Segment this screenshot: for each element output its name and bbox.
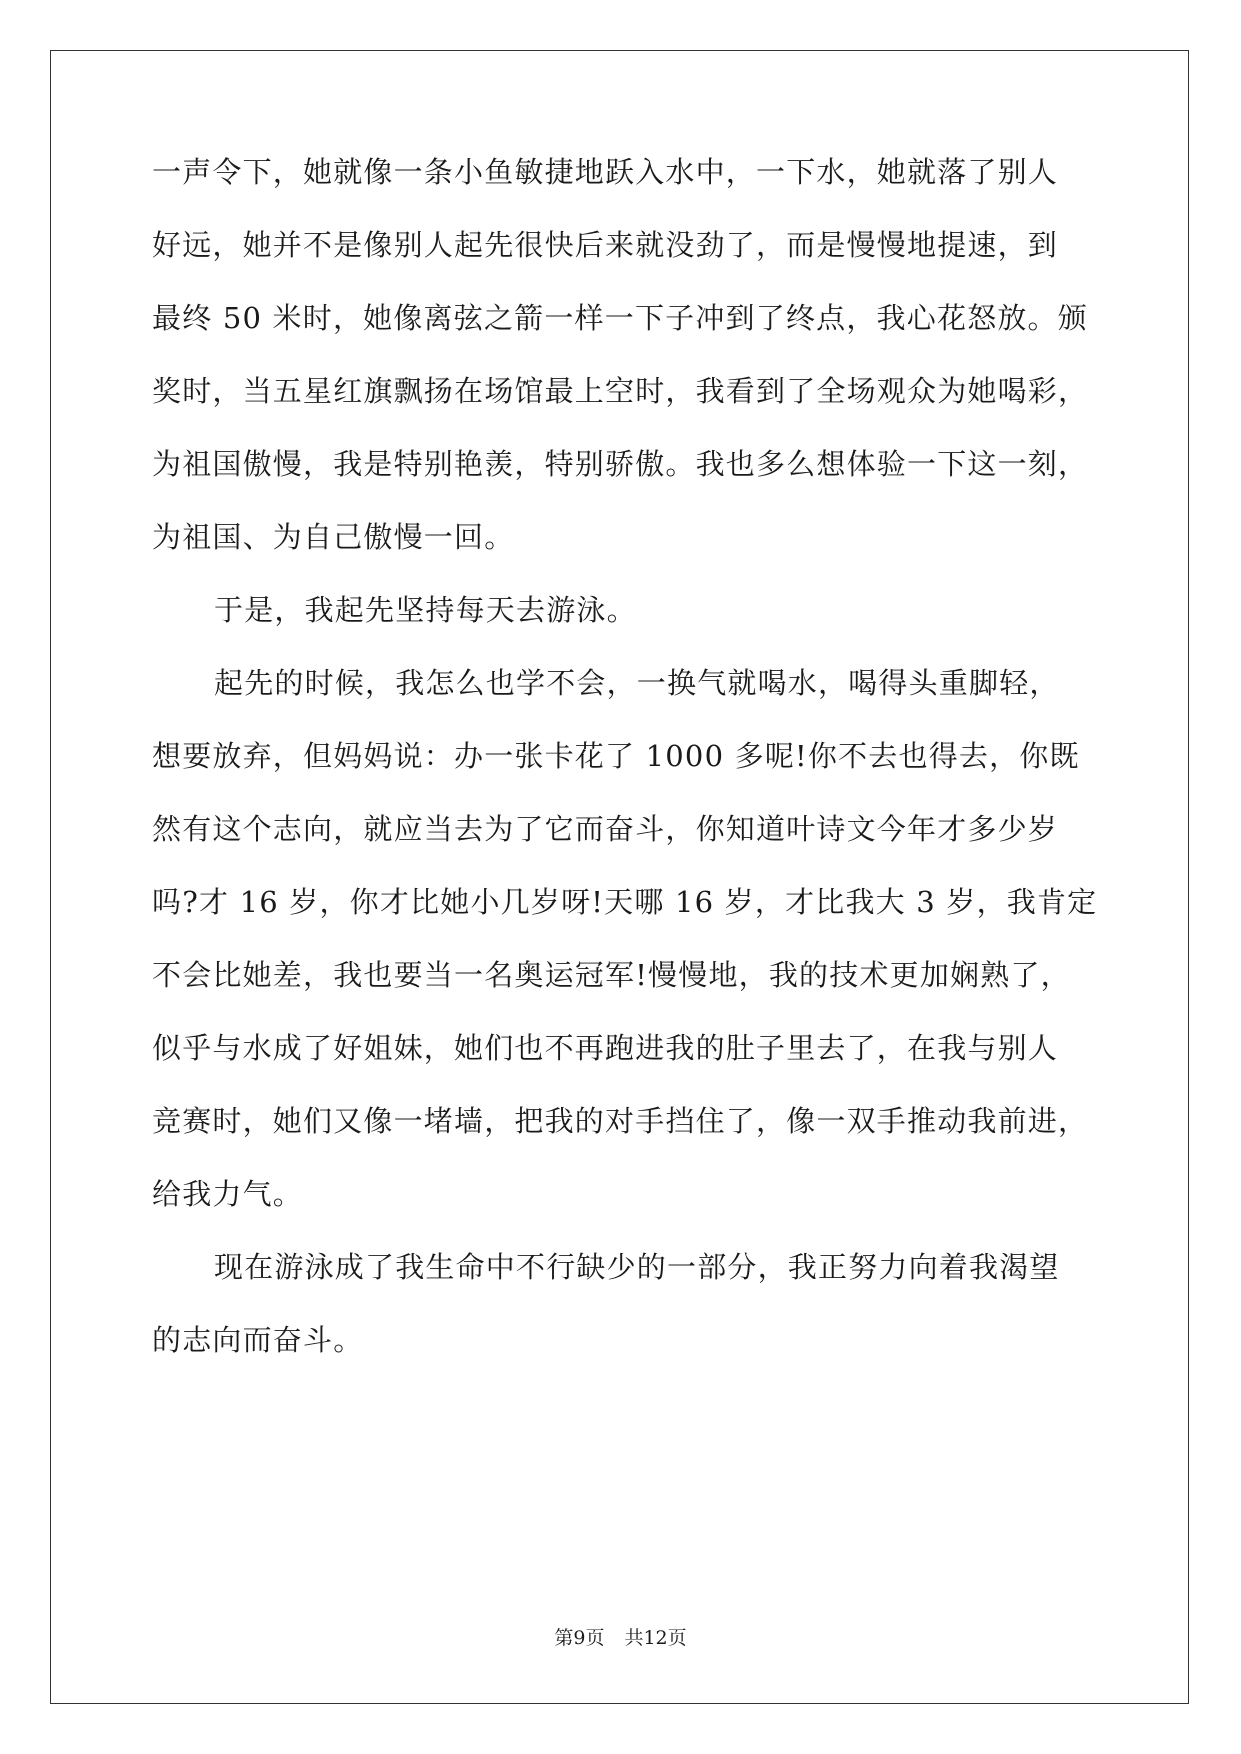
page-total: 共12页 <box>624 1627 687 1649</box>
paragraph-start-line: 现在游泳成了我生命中不行缺少的一部分，我正努力向着我渴望 <box>214 1250 1060 1284</box>
text-line: 给我力气。 <box>152 1177 304 1211</box>
page-number: 第9页 <box>554 1627 605 1649</box>
text-line: 不会比她差，我也要当一名奥运冠军!慢慢地，我的技术更加娴熟了， <box>152 958 1071 992</box>
text-line: 的志向而奋斗。 <box>152 1323 364 1357</box>
text-line: 想要放弃，但妈妈说：办一张卡花了 1000 多呢!你不去也得去，你既 <box>152 739 1080 773</box>
text-line: 好远，她并不是像别人起先很快后来就没劲了，而是慢慢地提速，到 <box>152 228 1059 262</box>
text-line: 奖时，当五星红旗飘扬在场馆最上空时，我看到了全场观众为她喝彩， <box>152 374 1089 408</box>
paragraph-start-line: 于是，我起先坚持每天去游泳。 <box>214 593 637 627</box>
text-line: 然有这个志向，就应当去为了它而奋斗，你知道叶诗文今年才多少岁 <box>152 812 1059 846</box>
text-line: 吗?才 16 岁，你才比她小几岁呀!天哪 16 岁，才比我大 3 岁，我肯定 <box>152 885 1098 919</box>
text-line: 为祖国傲慢，我是特别艳羡，特别骄傲。我也多么想体验一下这一刻， <box>152 447 1089 481</box>
text-line: 一声令下，她就像一条小鱼敏捷地跃入水中，一下水，她就落了别人 <box>152 155 1059 189</box>
text-line: 为祖国、为自己傲慢一回。 <box>152 520 515 554</box>
text-line: 竞赛时，她们又像一堵墙，把我的对手挡住了，像一双手推动我前进， <box>152 1104 1089 1138</box>
paragraph-start-line: 起先的时候，我怎么也学不会，一换气就喝水，喝得头重脚轻， <box>214 666 1060 700</box>
text-line: 似乎与水成了好姐妹，她们也不再跑进我的肚子里去了，在我与别人 <box>152 1031 1059 1065</box>
text-line: 最终 50 米时，她像离弦之箭一样一下子冲到了终点，我心花怒放。颁 <box>152 301 1088 335</box>
page-footer <box>0 1626 1241 1650</box>
